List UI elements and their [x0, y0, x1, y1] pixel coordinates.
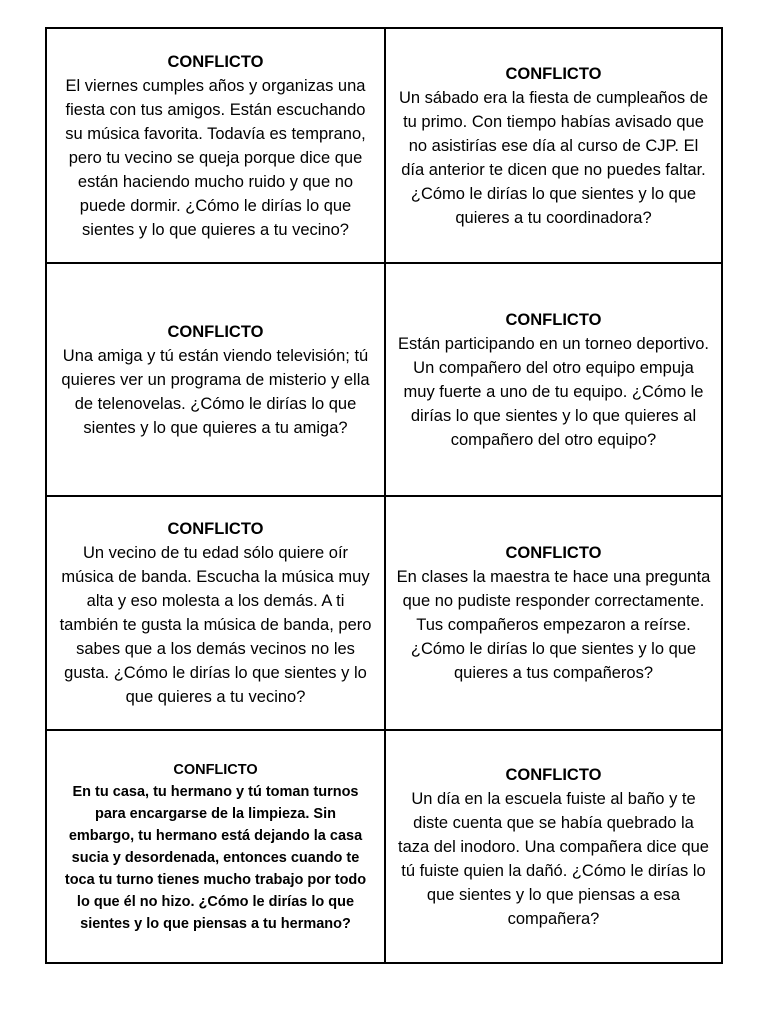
conflict-card-6: [386, 497, 721, 731]
card-text: Un día en la escuela fuiste al baño y te diste cuenta que se había quebrado la taza del inodoro. Una compañera dice que tú fuiste quien la dañó. ¿Cómo le dirías lo que sientes y lo que piensas a esa compañera?: [398, 789, 709, 928]
card-title: CONFLICTO: [505, 765, 602, 784]
conflict-card-5: [47, 497, 386, 731]
card-text: Están participando en un torneo deportivo. Un compañero del otro equipo empuja muy fuerte a uno de tu equipo. ¿Cómo le dirías lo que sientes y lo que quieres al compañero del otro equipo?: [398, 334, 709, 449]
card-title: CONFLICTO: [167, 322, 264, 341]
conflict-card-2: [386, 29, 721, 264]
card-title: CONFLICTO: [167, 520, 264, 538]
conflict-card-7: [47, 731, 386, 962]
card-title: CONFLICTO: [505, 310, 602, 329]
card-text: En tu casa, tu hermano y tú toman turnos para encargarse de la limpieza. Sin embargo, tu hermano está dejando la casa sucia y desordenada, entonces cuando te toca tu turno tienes mucho trabajo por todo lo que él no hizo. ¿Cómo le dirías lo que sientes y lo que piensas a tu hermano?: [64, 783, 367, 932]
card-title: CONFLICTO: [505, 64, 602, 83]
conflict-card-3: [47, 264, 386, 497]
card-text: El viernes cumples años y organizas una fiesta con tus amigos. Están escuchando su música favorita. Todavía es temprano, pero tu vecino se queja porque dice que están haciendo mucho ruido y que no puede dormir. ¿Cómo le dirías lo que sientes y lo que quieres a tu vecino?: [65, 76, 366, 239]
card-text: Una amiga y tú están viendo televisión; tú quieres ver un programa de misterio y ella de telenovelas. ¿Cómo le dirías lo que sientes y lo que quieres a tu amiga?: [61, 346, 370, 437]
conflict-cards-grid: [45, 27, 723, 964]
card-title: CONFLICTO: [505, 544, 602, 562]
conflict-card-1: [47, 29, 386, 264]
card-text: Un vecino de tu edad sólo quiere oír música de banda. Escucha la música muy alta y eso molesta a los demás. A ti también te gusta la música de banda, pero sabes que a los demás vecinos no les gusta. ¿Cómo le dirías lo que sientes y lo que quieres a tu vecino?: [59, 544, 372, 706]
card-text: En clases la maestra te hace una pregunta que no pudiste responder correctamente. Tus compañeros empezaron a reírse. ¿Cómo le dirías lo que sientes y lo que quieres a tus compañeros?: [396, 568, 711, 682]
card-title: CONFLICTO: [173, 761, 258, 778]
card-title: CONFLICTO: [167, 52, 264, 71]
conflict-card-4: [386, 264, 721, 497]
card-text: Un sábado era la fiesta de cumpleaños de tu primo. Con tiempo habías avisado que no asistirías ese día al curso de CJP. El día anterior te dicen que no puedes faltar. ¿Cómo le dirías lo que sientes y lo que quieres a tu coordinadora?: [398, 88, 709, 227]
conflict-card-8: [386, 731, 721, 962]
